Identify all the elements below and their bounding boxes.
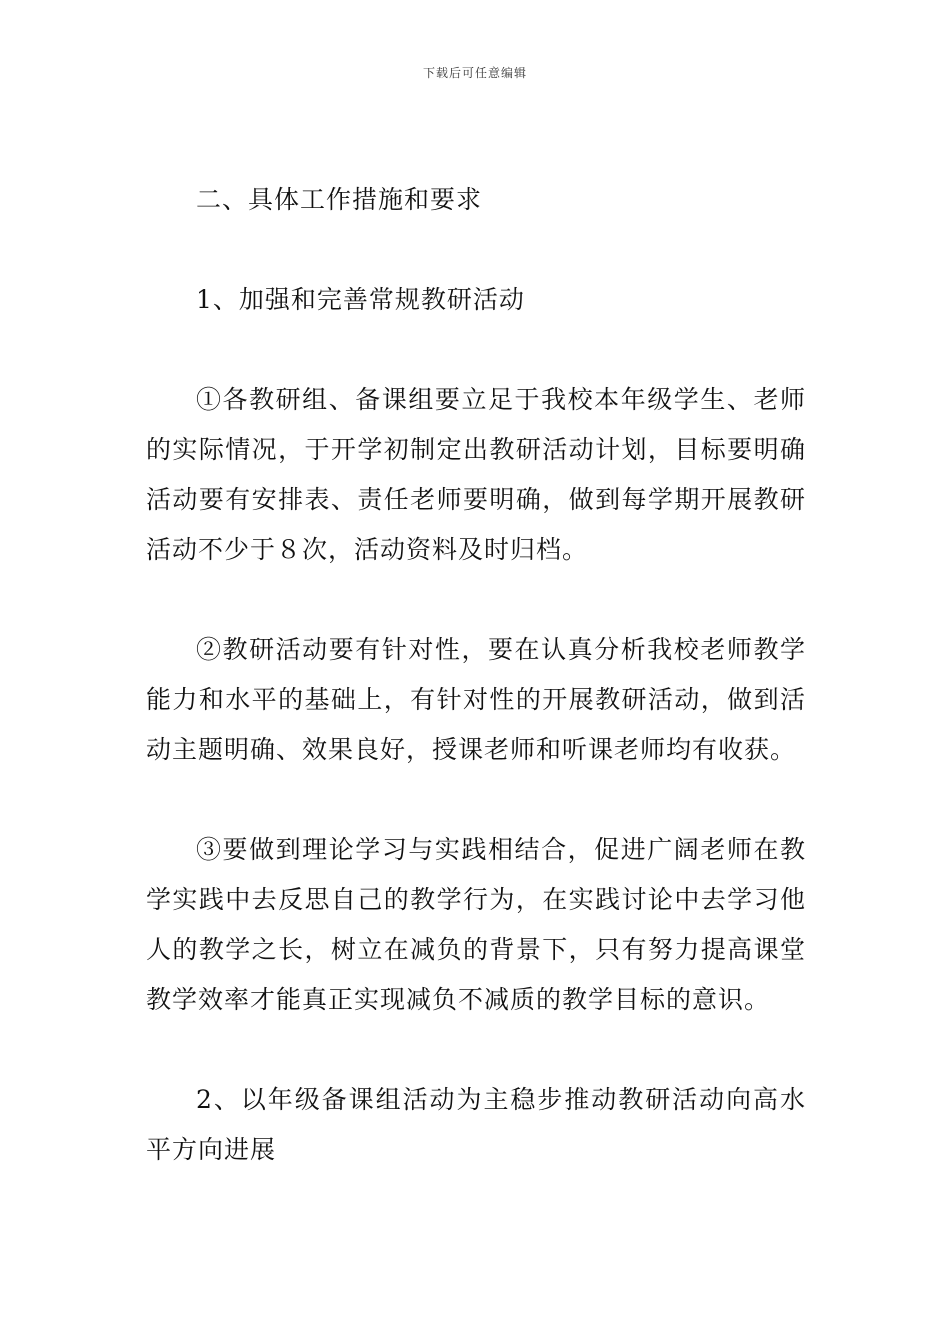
item2-heading: 2、以年级备课组活动为主稳步推动教研活动向高水平方向进展 bbox=[146, 1085, 806, 1164]
document-body bbox=[146, 175, 806, 1175]
item1-paragraph-1: ①各教研组、备课组要立足于我校本年级学生、老师的实际情况，于开学初制定出教研活动计划，目标要明确活动要有安排表、责任老师要明确，做到每学期开展教研活动不少于８次，活动资料及时归档。 bbox=[146, 385, 806, 564]
section-heading: 二、具体工作措施和要求 bbox=[196, 185, 483, 214]
item1-paragraph-2: ②教研活动要有针对性，要在认真分析我校老师教学能力和水平的基础上，有针对性的开展教研活动，做到活动主题明确、效果良好，授课老师和听课老师均有收获。 bbox=[146, 635, 806, 764]
item1-heading: 1、加强和完善常规教研活动 bbox=[196, 285, 525, 314]
header-note: 下载后可任意编辑 bbox=[422, 66, 527, 80]
item1-paragraph-3: ③要做到理论学习与实践相结合，促进广阔老师在教学实践中去反思自己的教学行为，在实践讨论中去学习他人的教学之长，树立在减负的背景下，只有努力提高课堂教学效率才能真正实现减负不减质的教学目标的意识。 bbox=[146, 835, 806, 1014]
